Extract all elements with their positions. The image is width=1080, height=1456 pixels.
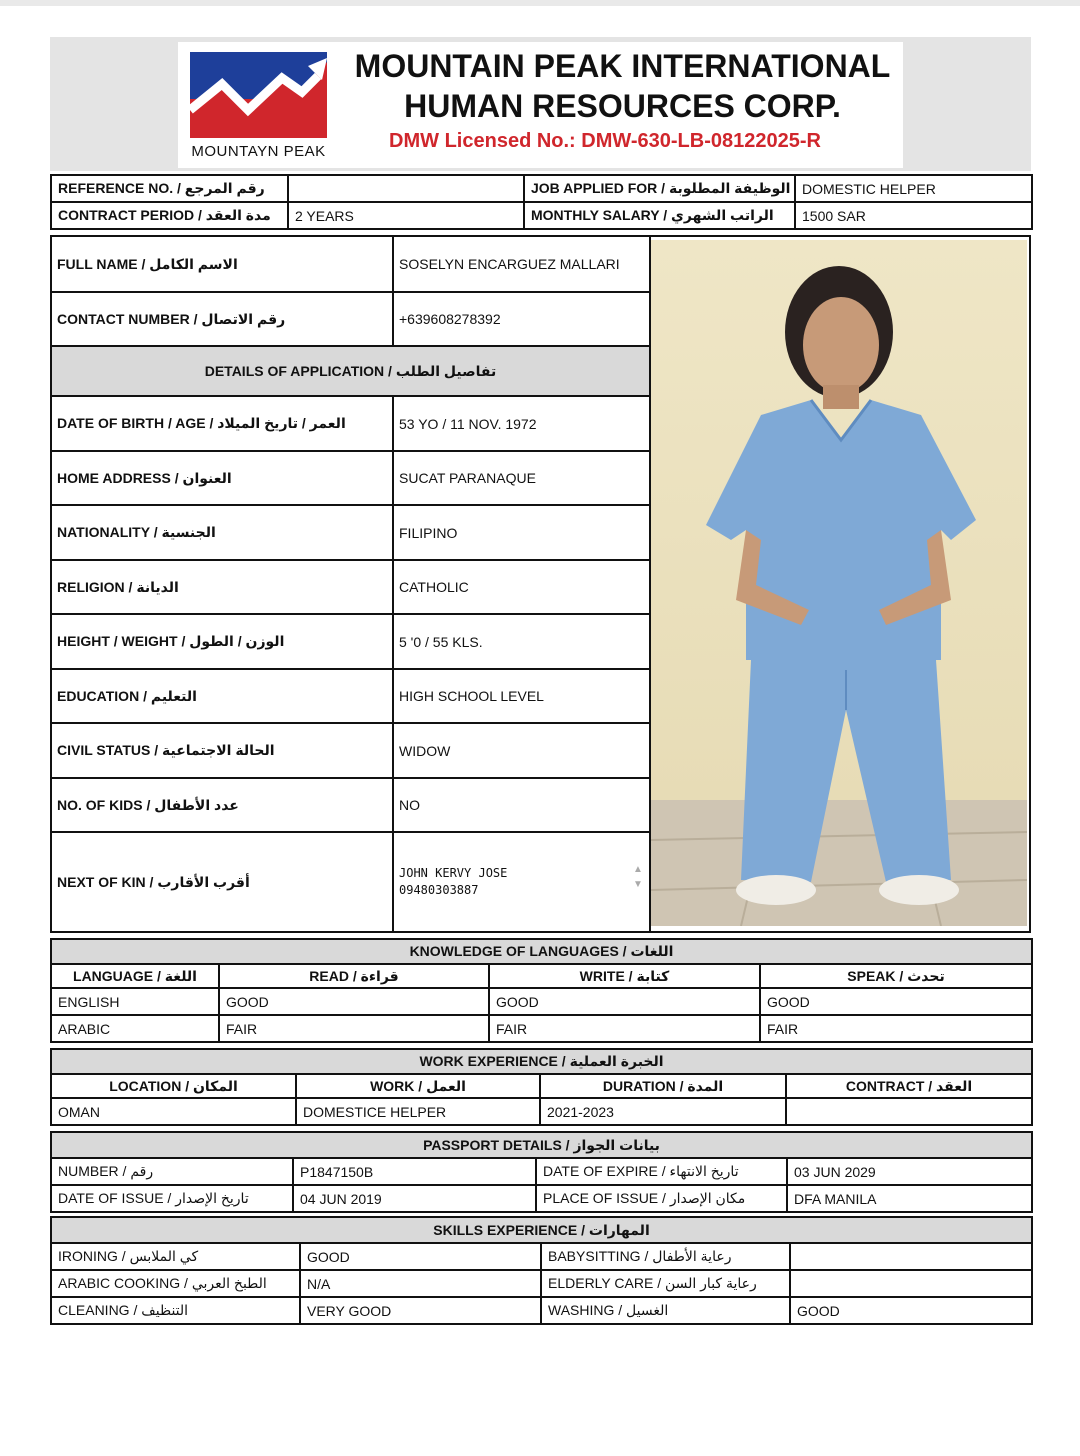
scroll-up-icon[interactable]: ▲: [633, 864, 643, 875]
next-of-kin-label: NEXT OF KIN / أقرب الأقارب: [51, 832, 393, 932]
languages-header-language: LANGUAGE / اللغة: [51, 964, 219, 988]
table-row: [51, 1270, 1032, 1297]
applicant-photo-illustration: [651, 240, 1027, 926]
top-strip: [0, 0, 1080, 6]
skill-name: BABYSITTING / رعاية الأطفال: [541, 1243, 790, 1270]
reference-label: REFERENCE NO. / رقم المرجع: [51, 175, 288, 202]
reference-value: [288, 175, 524, 202]
kids-label: NO. OF KIDS / عدد الأطفال: [51, 778, 393, 832]
civil-status-label: CIVIL STATUS / الحالة الاجتماعية: [51, 723, 393, 778]
passport-place-label: PLACE OF ISSUE / مكان الإصدار: [536, 1185, 787, 1212]
work-duration: 2021-2023: [540, 1098, 786, 1125]
work-role: DOMESTICE HELPER: [296, 1098, 540, 1125]
work-contract: [786, 1098, 1032, 1125]
nationality-label: NATIONALITY / الجنسية: [51, 505, 393, 560]
religion-value: CATHOLIC: [393, 560, 650, 614]
skill-level: N/A: [300, 1270, 541, 1297]
passport-heading: PASSPORT DETAILS / بيانات الجواز: [51, 1132, 1032, 1158]
education-value: HIGH SCHOOL LEVEL: [393, 669, 650, 723]
salary-label: MONTHLY SALARY / الراتب الشهري: [524, 202, 795, 229]
language-write: GOOD: [489, 988, 760, 1015]
table-row: [51, 1015, 1032, 1042]
passport-number-label: NUMBER / رقم: [51, 1158, 293, 1185]
nationality-value: FILIPINO: [393, 505, 650, 560]
address-label: HOME ADDRESS / العنوان: [51, 451, 393, 505]
language-name: ENGLISH: [51, 988, 219, 1015]
work-header-duration: DURATION / المدة: [540, 1074, 786, 1098]
next-of-kin-scroll-control[interactable]: [630, 862, 646, 894]
summary-table: [50, 174, 1033, 230]
table-row: [51, 1098, 1032, 1125]
work-heading: WORK EXPERIENCE / الخبرة العملية: [51, 1049, 1032, 1074]
applicant-photo: [651, 240, 1027, 926]
contact-value: +639608278392: [393, 292, 650, 346]
personal-details-table: [50, 235, 651, 933]
language-speak: FAIR: [760, 1015, 1032, 1042]
language-name: ARABIC: [51, 1015, 219, 1042]
passport-issue-label: DATE OF ISSUE / تاريخ الإصدار: [51, 1185, 293, 1212]
language-write: FAIR: [489, 1015, 760, 1042]
skill-name: WASHING / الغسيل: [541, 1297, 790, 1324]
language-speak: GOOD: [760, 988, 1032, 1015]
work-header-work: WORK / العمل: [296, 1074, 540, 1098]
company-name-line2: HUMAN RESOURCES CORP.: [404, 88, 841, 124]
details-heading: DETAILS OF APPLICATION / تفاصيل الطلب: [51, 346, 650, 396]
religion-label: RELIGION / الديانة: [51, 560, 393, 614]
logo-caption: MOUNTAYN PEAK: [191, 143, 326, 160]
contract-period-label: CONTRACT PERIOD / مدة العقد: [51, 202, 288, 229]
skills-heading: SKILLS EXPERIENCE / المهارات: [51, 1217, 1032, 1243]
passport-place-value: DFA MANILA: [787, 1185, 1032, 1212]
language-read: FAIR: [219, 1015, 489, 1042]
contact-label: CONTACT NUMBER / رقم الاتصال: [51, 292, 393, 346]
table-row: [51, 988, 1032, 1015]
passport-table: [50, 1131, 1033, 1213]
license-number: DMW Licensed No.: DMW-630-LB-08122025-R: [389, 130, 821, 152]
passport-expire-value: 03 JUN 2029: [787, 1158, 1032, 1185]
mountain-peak-logo-icon: [190, 52, 327, 138]
table-row: [51, 1297, 1032, 1324]
work-experience-table: [50, 1048, 1033, 1126]
company-name-line1: MOUNTAIN PEAK INTERNATIONAL: [354, 48, 891, 84]
work-header-location: LOCATION / المكان: [51, 1074, 296, 1098]
height-weight-value: 5 '0 / 55 KLS.: [393, 614, 650, 669]
passport-number-value: P1847150B: [293, 1158, 536, 1185]
passport-issue-value: 04 JUN 2019: [293, 1185, 536, 1212]
height-weight-label: HEIGHT / WEIGHT / الوزن / الطول: [51, 614, 393, 669]
next-of-kin-phone: 09480303887: [399, 883, 479, 897]
job-label: JOB APPLIED FOR / الوظيفة المطلوبة: [524, 175, 795, 202]
language-read: GOOD: [219, 988, 489, 1015]
languages-table: [50, 938, 1033, 1043]
skill-name: IRONING / كي الملابس: [51, 1243, 300, 1270]
dob-label: DATE OF BIRTH / AGE / العمر / تاريخ الميلاد: [51, 396, 393, 451]
full-name-value: SOSELYN ENCARGUEZ MALLARI: [393, 236, 650, 292]
next-of-kin-value[interactable]: [393, 832, 650, 932]
civil-status-value: WIDOW: [393, 723, 650, 778]
languages-header-read: READ / قراءة: [219, 964, 489, 988]
contract-period-value: 2 YEARS: [288, 202, 524, 229]
kids-value: NO: [393, 778, 650, 832]
passport-expire-label: DATE OF EXPIRE / تاريخ الانتهاء: [536, 1158, 787, 1185]
skill-level: VERY GOOD: [300, 1297, 541, 1324]
scroll-down-icon[interactable]: ▼: [633, 879, 643, 890]
full-name-label: FULL NAME / الاسم الكامل: [51, 236, 393, 292]
skill-level: GOOD: [790, 1297, 1032, 1324]
job-value: DOMESTIC HELPER: [795, 175, 1032, 202]
next-of-kin-name: JOHN KERVY JOSE: [399, 866, 508, 880]
skill-name: CLEANING / التنظيف: [51, 1297, 300, 1324]
skills-table: [50, 1216, 1033, 1325]
skill-name: ELDERLY CARE / رعاية كبار السن: [541, 1270, 790, 1297]
address-value: SUCAT PARANAQUE: [393, 451, 650, 505]
education-label: EDUCATION / التعليم: [51, 669, 393, 723]
skill-level: [790, 1270, 1032, 1297]
languages-heading: KNOWLEDGE OF LANGUAGES / اللغات: [51, 939, 1032, 964]
table-row: [51, 1243, 1032, 1270]
languages-header-speak: SPEAK / تحدث: [760, 964, 1032, 988]
languages-header-write: WRITE / كتابة: [489, 964, 760, 988]
skill-level: GOOD: [300, 1243, 541, 1270]
work-header-contract: CONTRACT / العقد: [786, 1074, 1032, 1098]
skill-name: ARABIC COOKING / الطبخ العربي: [51, 1270, 300, 1297]
work-location: OMAN: [51, 1098, 296, 1125]
salary-value: 1500 SAR: [795, 202, 1032, 229]
skill-level: [790, 1243, 1032, 1270]
dob-value: 53 YO / 11 NOV. 1972: [393, 396, 650, 451]
